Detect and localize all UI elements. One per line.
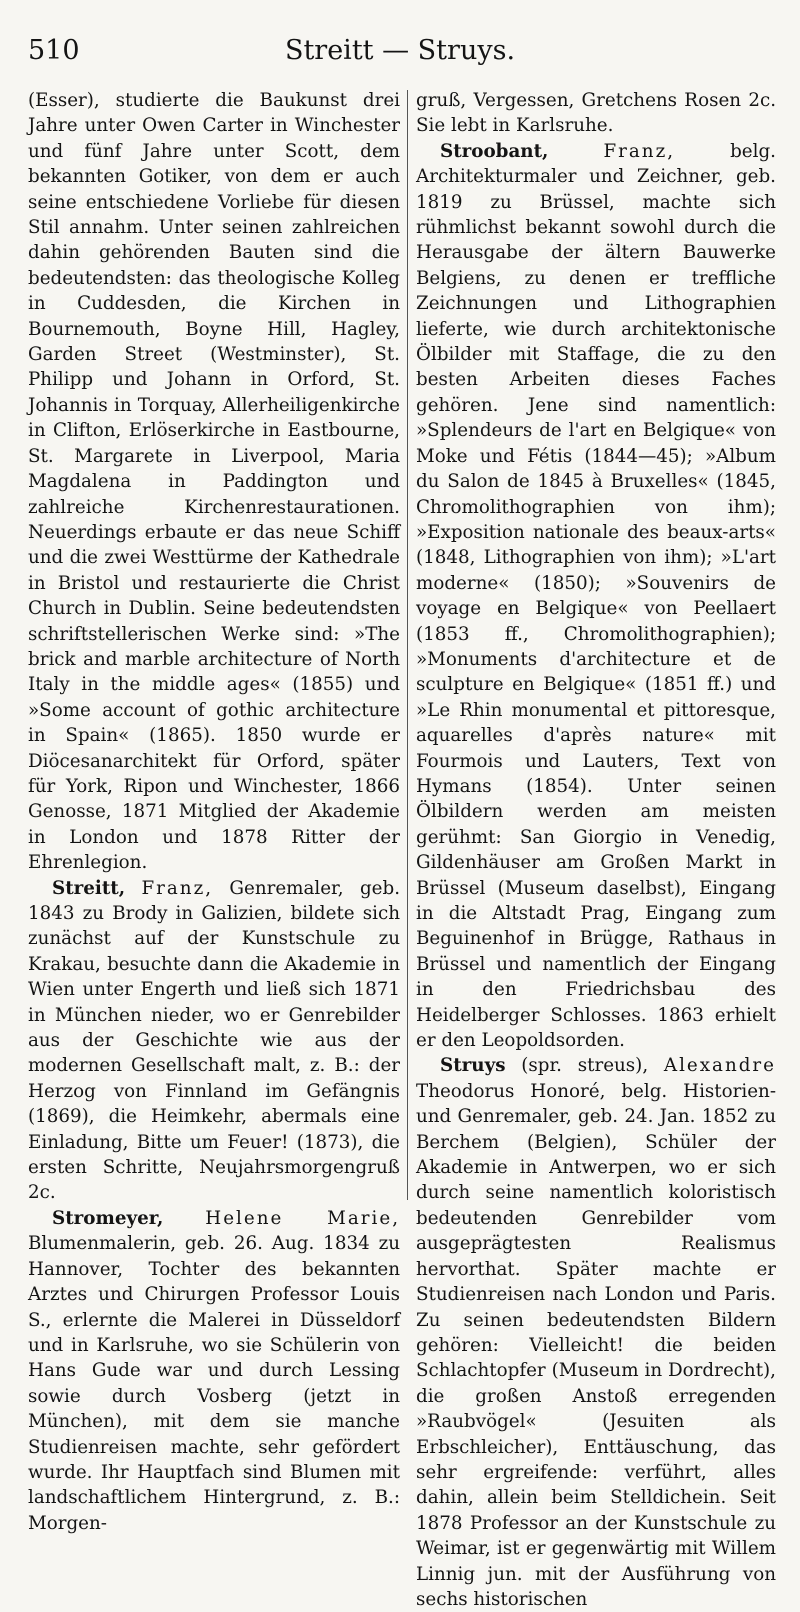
entry-given-name: Helene Marie, xyxy=(205,1207,400,1229)
entry-headword: Stroobant, xyxy=(440,140,549,162)
entry-text: Blumenmalerin, geb. 26. Aug. 1834 zu Hannover, Tochter des bekannten Arztes und Chirurgen Professor Louis S., erlernte die Malerei in Düsseldorf und in Karlsruhe, wo sie Schülerin von Hans Gude war und durch Lessing sowie durch Vosberg (jetzt in München), mit dem sie manche Studienreisen machte, sehr gefördert wurde. Ihr Hauptfach sind Blumen mit landschaftlichem Hintergrund, z. B.: Morgen- xyxy=(28,1233,400,1534)
column-divider xyxy=(407,90,408,1200)
continuation-paragraph: gruß, Vergessen, Gretchens Rosen 2c. Sie lebt in Karlsruhe. xyxy=(416,90,776,137)
entry-streitt xyxy=(28,876,400,1206)
continuation-paragraph: (Esser), studierte die Baukunst drei Jahre unter Owen Carter in Winchester und fünf Jahre unter Scott, dem bekannten Gotiker, von dem er auch seine entschiedene Vorliebe für diesen Stil annahm. Unter seinen zahlreichen dahin gehörenden Bauten sind die bedeutendsten: das theologische Kolleg in Cuddesden, die Kirchen in Bournemouth, Boyne Hill, Hagley, Garden Street (Westminster), St. Philipp und Johann in Orford, St. Johannis in Torquay, Allerheiligenkirche in Clifton, Erlöserkirche in Eastbourne, St. Margarete in Liverpool, Maria Magdalena in Paddington und zahlreiche Kirchenrestaurationen. Neuerdings erbaute er das neue Schiff und die zwei Westtürme der Kathedrale in Bristol und restaurierte die Christ Church in Dublin. Seine bedeutendsten schriftstellerischen Werke sind: »The brick and marble architecture of North Italy in the middle ages« (1855) und »Some account of gothic architecture in Spain« (1865). 1850 wurde er Diöcesanarchitekt für Orford, später für York, Ripon und Winchester, 1866 Genosse, 1871 Mitglied der Akademie in London und 1878 Ritter der Ehrenlegion. xyxy=(28,90,400,874)
entry-stroobant xyxy=(416,139,776,1054)
entry-struys xyxy=(416,1053,776,1612)
entry-text: Genremaler, geb. 1843 zu Brody in Galizien, bildete sich zunächst auf der Kunstschule zu Krakau, besuchte dann die Akademie in Wien unter Engerth und ließ sich 1871 in München nieder, wo er Genrebilder aus der Geschichte wie aus der modernen Gesellschaft malt, z. B.: der Herzog von Finnland im Gefängnis (1869), die Heimkehr, abermals eine Einladung, Bitte um Feuer! (1873), die ersten Schritte, Neujahrsmorgengruß 2c. xyxy=(28,877,401,1204)
running-head: Streitt — Struys. xyxy=(284,35,516,66)
entry-headword: Streitt, xyxy=(52,877,126,899)
entry-text: belg. Architekturmaler und Zeichner, geb. 1819 zu Brüssel, machte sich rühmlichst bekannt sowohl durch die Herausgabe der ältern Bauwerke Belgiens, zu denen er treffliche Zeichnungen und Lithographien lieferte, wie durch architektonische Ölbilder mit Staffage, die zu den besten Arbeiten dieses Faches gehören. Jene sind namentlich: »Splendeurs de l'art en Belgique« von Moke und Fétis (1844—45); »Album du Salon de 1845 à Bruxelles« (1845, Chromolithographien von ihm); »Exposition nationale des beaux-arts« (1848, Lithographien von ihm); »L'art moderne« (1850); »Souvenirs de voyage en Belgique« von Peellaert (1853 ff., Chromolithographien); »Monuments d'architecture et de sculpture en Belgique« (1851 ff.) und »Le Rhin monumental et pittoresque, aquarelles d'après nature« mit Fourmois und Lauters, Text von Hymans (1854). Unter seinen Ölbildern werden am meisten gerühmt: San Giorgio in Venedig, Gildenhäuser am Großen Markt in Brüssel (Museum daselbst), Eingang in die Altstadt Prag, Eingang zum Beguinenhof in Brügge, Rathaus in Brüssel und namentlich der Eingang in den Friedrichsbau des Heidelberger Schlosses. 1863 erhielt er den Leopoldsorden. xyxy=(416,140,776,1052)
entry-given-name: Alexandre xyxy=(663,1055,776,1077)
entry-given-name: Franz, xyxy=(141,877,214,899)
page-header xyxy=(28,30,772,72)
right-column xyxy=(416,88,776,1610)
entry-given-name: Franz, xyxy=(603,140,676,162)
entry-text: Theodorus Honoré, belg. Historien- und Genremaler, geb. 24. Jan. 1852 zu Berchem (Belgien), Schüler der Akademie in Antwerpen, wo er sich durch seine namentlich koloristisch bedeutenden Genrebilder vom ausgeprägtesten Realismus hervorthat. Später machte er Studienreisen nach London und Paris. Zu seinen bedeutendsten Bildern gehören: Vielleicht! die beiden Schlachtopfer (Museum in Dordrecht), die großen Anstoß erregenden »Raubvögel« (Jesuiten als Erbschleicher), Enttäuschung, das sehr ergreifende: verführt, alles dahin, allein beim Stelldichein. Seit 1878 Professor an der Kunstschule zu Weimar, ist er gegenwärtig mit Willem Linnig jun. mit der Ausführung von sechs historischen xyxy=(416,1080,776,1610)
page-number: 510 xyxy=(28,35,80,66)
entry-pronunciation: (spr. streus), xyxy=(521,1055,649,1077)
entry-headword: Stromeyer, xyxy=(52,1207,164,1229)
left-column xyxy=(28,88,401,1534)
entry-stromeyer xyxy=(28,1206,400,1536)
entry-headword: Struys xyxy=(440,1055,506,1077)
